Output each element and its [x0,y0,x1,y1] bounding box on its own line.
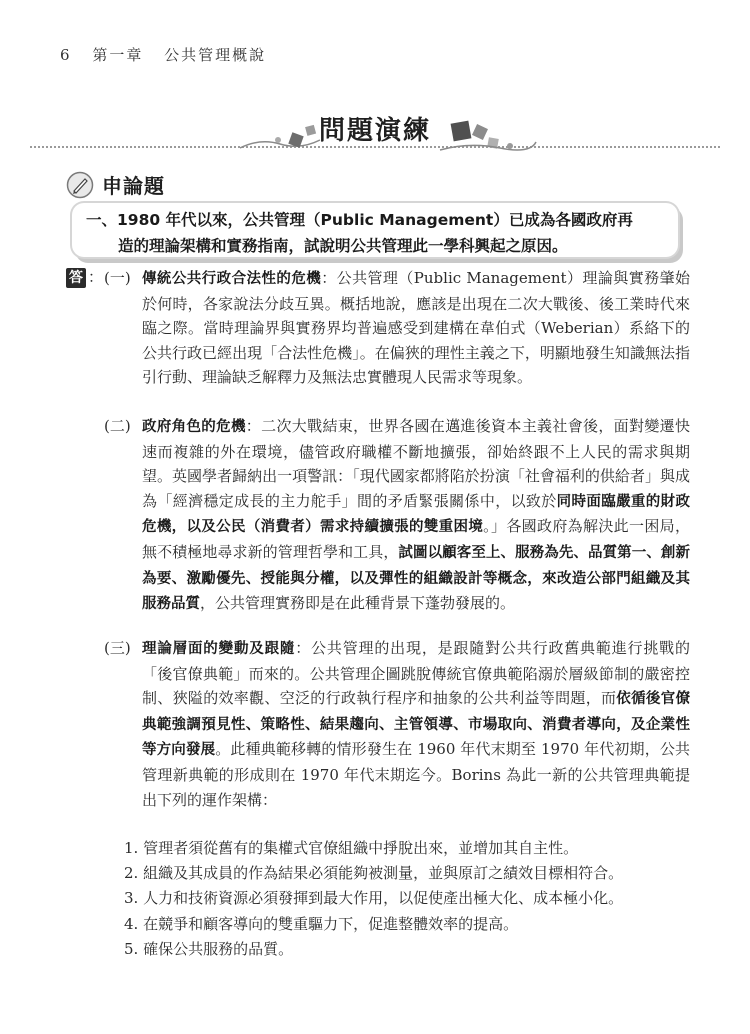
answer-item-3 [104,636,690,812]
section-heading [66,170,165,199]
item-title: 政府角色的危機 [142,419,246,435]
item-body [142,266,690,390]
question-text [86,207,676,259]
section-banner [30,104,720,164]
answer-item-2 [104,414,690,617]
list-item: 1. 管理者須從舊有的集權式官僚組織中掙脫出來，並增加其自主性。 [124,839,579,857]
item-number: (一) [104,269,131,287]
right-decoration-icon [430,112,540,158]
question-line-1: 一、1980 年代以來，公共管理（Public Management）已成為各國政府再 [86,211,633,229]
section-title: 申論題 [102,174,165,198]
answer-mark: 答 [66,268,86,288]
running-head [60,44,280,65]
item-emphasis: 試圖以顧客至上、服務為先、品質第一、創新為要、激勵優先、授能與分權，以及彈性的組織設計等概念，來改造公部門組織及其服務品質 [142,544,690,613]
chapter-title: 公共管理概說 [164,46,267,64]
answer-colon: ： [88,268,104,286]
banner-title: 問題演練 [318,116,431,146]
item-number: (二) [104,417,131,435]
list-item: 2. 組織及其成員的作為結果必須能夠被測量，並與原訂之績效目標相符合。 [124,864,624,883]
chapter-label: 第一章 [92,46,144,64]
page-number: 6 [60,46,72,64]
item-text: ：公共管理的出現，是跟隨對公共行政舊典範進行挑戰的「後官僚典範」而來的。公共管理企圖跳脫傳統官僚典範陷溺於層級節制的嚴密控制、狹隘的效率觀、空泛的行政執行程序和抽象的公共利益等問題，而 [142,639,690,708]
item-text: ：二次大戰結束，世界各國在邁進後資本主義社會後，面對變遷快速而複雜的外在環境，儘管政府職權不斷地擴張，卻始終跟不上人民的需求與期望。英國學者歸納出一項警訊：「現代國家都將陷於扮演「社會福利的供給者」與成為「經濟穩定成長的主力舵手」間的矛盾緊張關係中，以致於 [142,417,690,510]
item-text: ，公共管理實務即是在此種背景下蓬勃發展的。 [200,594,516,613]
item-title: 理論層面的變動及跟隨 [142,641,296,657]
answer-item-1 [104,266,690,390]
item-emphasis: 同時面臨嚴重的財政危機，以及公民（消費者）需求持續擴張的雙重困境 [142,493,690,536]
item-text: ：公共管理（Public Management）理論與實務肇始於何時，各家說法分歧互異。概括地說，應該是出現在二次大戰後、後工業時代來臨之際。當時理論界與實務界均普遍感受到建構在韋伯式（Weberian）系絡下的公共行政已經出現「合法性危機」。在偏狹的理性主義之下，明顯地發生知識無法指引行動、理論缺乏解釋力及無法忠實體現人民需求等現象。 [142,269,690,387]
question-line-2: 造的理論架構和實務指南，試說明公共管理此一學科興起之原因。 [118,237,568,255]
item-title: 傳統公共行政合法性的危機 [142,271,322,287]
item-emphasis: 依循後官僚典範強調預見性、策略性、結果趨向、主管領導、市場取向、消費者導向，及企業性等方向發展 [142,691,690,759]
pen-icon [66,171,94,199]
item-text: 。此種典範移轉的情形發生在 1960 年代末期至 1970 年代初期，公共管理新典範的形成則在 1970 年代末期迄今。Borins 為此一新的公共管理典範提出下列的運作架構： [142,740,690,809]
item-text: 。」各國政府為解決此一困局，無不積極地尋求新的管理哲學和工具， [142,517,690,561]
list-item: 4. 在競爭和顧客導向的雙重驅力下，促進整體效率的提高。 [124,914,519,933]
list-item: 3. 人力和技術資源必須發揮到最大作用，以促使產出極大化、成本極小化。 [124,889,624,908]
item-body [142,414,690,617]
item-body [142,636,690,812]
list-item: 5. 確保公共服務的品質。 [124,939,294,958]
item-number: (三) [104,639,131,657]
framework-list [124,836,694,962]
